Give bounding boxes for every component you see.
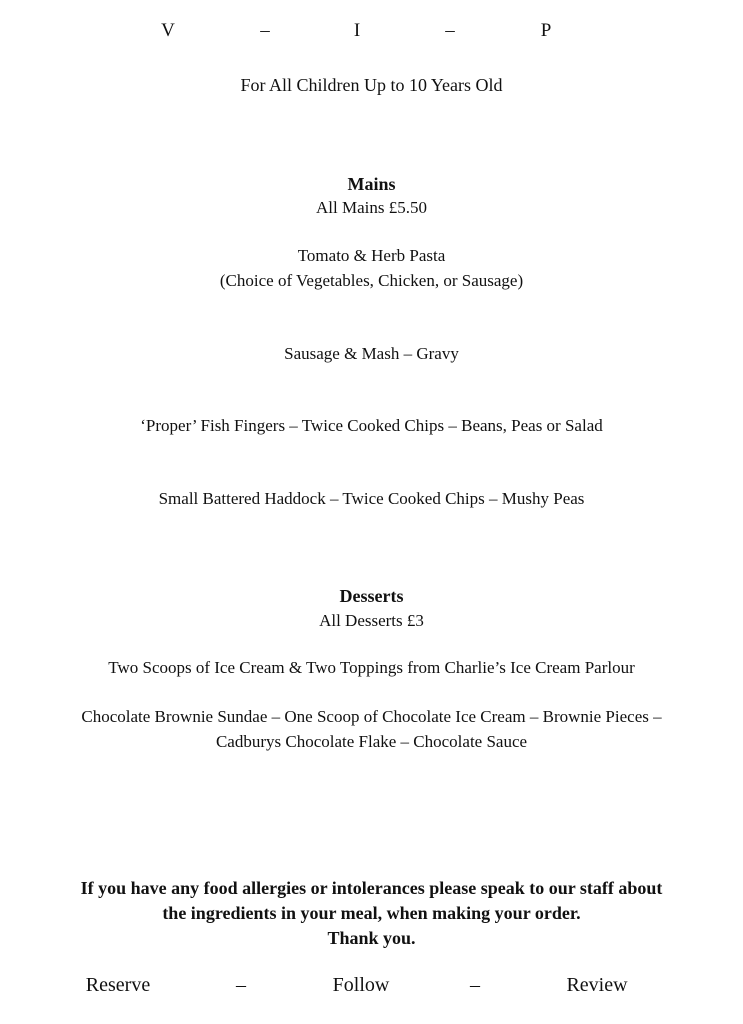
desserts-item-brownie-line2: Cadburys Chocolate Flake – Chocolate Sauce	[215, 732, 528, 751]
mains-item-pasta: Tomato & Herb Pasta	[297, 246, 446, 265]
mains-heading: Mains	[347, 174, 396, 194]
vip-letter-p: P	[540, 20, 552, 41]
mains-item-pasta-choices: (Choice of Vegetables, Chicken, or Sausage)	[219, 271, 524, 290]
review-link[interactable]: Review	[566, 974, 628, 996]
desserts-price: All Desserts £3	[319, 611, 424, 630]
vip-letter-v: V	[161, 20, 175, 41]
allergy-notice-line2: the ingredients in your meal, when making your order.	[162, 903, 581, 923]
allergy-notice	[0, 876, 743, 951]
vip-dash-2: –	[445, 20, 455, 41]
reserve-link[interactable]: Reserve	[85, 974, 151, 996]
mains-item-haddock: Small Battered Haddock – Twice Cooked Chips – Mushy Peas	[158, 489, 585, 508]
vip-letter-i: I	[353, 20, 361, 41]
allergy-notice-line3: Thank you.	[327, 928, 416, 948]
footer-dash-2: –	[470, 974, 480, 996]
menu-subtitle: For All Children Up to 10 Years Old	[240, 75, 503, 95]
desserts-item-brownie-line1: Chocolate Brownie Sundae – One Scoop of Chocolate Ice Cream – Brownie Pieces –	[81, 707, 662, 726]
desserts-heading: Desserts	[339, 586, 404, 606]
mains-price: All Mains £5.50	[316, 198, 427, 217]
mains-item-sausage-mash: Sausage & Mash – Gravy	[284, 344, 459, 363]
follow-link[interactable]: Follow	[332, 974, 390, 996]
desserts-item-ice-cream: Two Scoops of Ice Cream & Two Toppings from Charlie’s Ice Cream Parlour	[108, 658, 635, 677]
footer-dash-1: –	[236, 974, 246, 996]
vip-dash-1: –	[260, 20, 270, 41]
mains-item-fish-fingers: ‘Proper’ Fish Fingers – Twice Cooked Chips – Beans, Peas or Salad	[140, 416, 603, 435]
allergy-notice-line1: If you have any food allergies or intolerances please speak to our staff about	[80, 878, 663, 898]
